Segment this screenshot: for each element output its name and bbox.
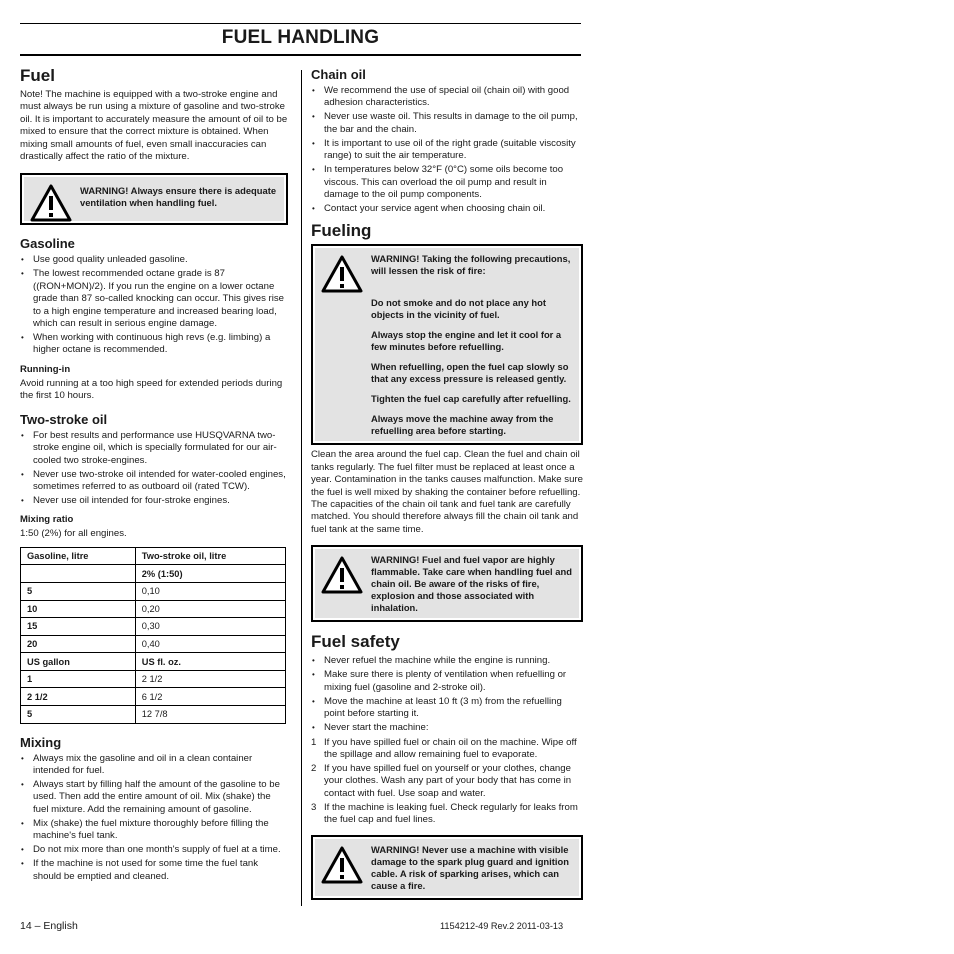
fuel-safety-heading: Fuel safety (311, 632, 400, 652)
table-header-cell: 2% (1:50) (135, 565, 285, 583)
mixing-ratio-text: 1:50 (2%) for all engines. (20, 528, 127, 540)
table-header-cell: US fl. oz. (135, 653, 285, 671)
fuel-safety-numbered-list (311, 737, 583, 827)
table-row (21, 635, 286, 653)
left-column (20, 66, 288, 889)
list-item (311, 763, 583, 800)
table-cell: 0,40 (135, 635, 285, 653)
mixing-table (20, 547, 286, 724)
list-item: • Mix (shake) the fuel mixture thoroughly before filling the machine's fuel tank. (20, 818, 288, 843)
right-column (311, 66, 583, 910)
table-cell: 10 (21, 600, 136, 618)
list-item: • Contact your service agent when choosing chain oil. (311, 203, 583, 215)
page-title: FUEL HANDLING (221, 27, 380, 48)
list-item: • Do not mix more than one month's supply of fuel at a time. (20, 844, 288, 856)
list-number: 1 (311, 736, 317, 748)
table-cell: 12 7/8 (135, 706, 285, 724)
table-row (21, 706, 286, 724)
list-item: • If the machine is not used for some time the fuel tank should be emptied and cleaned. (20, 858, 288, 883)
fuel-safety-list (311, 655, 583, 734)
table-cell: 5 (21, 582, 136, 600)
mixing-heading: Mixing (20, 734, 62, 750)
fueling-warning-intro: WARNING! Taking the following precautions, will lessen the risk of fire: (371, 253, 571, 277)
running-in-text: Avoid running at a too high speed for extended periods during the first 10 hours. (20, 377, 283, 402)
list-number: 3 (311, 801, 317, 813)
fuel-note: Note! The machine is equipped with a two-stroke engine and must always be run using a mixture of gasoline and two-stroke oil. It is important to accurately measure the amount of oil to be mixed to ensure that the correct mixture is obtained. When mixing small amounts of fuel, even small inaccuracies can drastically affect the ratio of the mixture. (20, 89, 288, 163)
list-item: • Never refuel the machine while the engine is running. (311, 655, 583, 667)
flammable-warning-text: WARNING! Fuel and fuel vapor are highly flammable. Take care when handling fuel and chain oil. Be aware of the risks of fire, explosion and those associated with inhalation. (371, 554, 572, 614)
list-text: If you have spilled fuel or chain oil on the machine. Wipe off the spillage and allow remaining fuel to evaporate. (324, 736, 577, 760)
table-cell: 0,10 (135, 582, 285, 600)
list-item: • Move the machine at least 10 ft (3 m) from the refuelling point before starting it. (311, 696, 583, 721)
list-item: • Never use oil intended for four-stroke engines. (20, 495, 288, 507)
list-item (311, 737, 583, 762)
page-header (20, 23, 581, 56)
two-stroke-oil-heading: Two-stroke oil (20, 411, 108, 427)
fuel-heading: Fuel (20, 66, 55, 85)
table-row (21, 600, 286, 618)
warning-triangle-icon (321, 556, 363, 594)
list-item: • Never use waste oil. This results in damage to the oil pump, the bar and the chain. (311, 111, 583, 136)
fueling-text: Clean the area around the fuel cap. Clean the fuel and chain oil tanks regularly. The fuel filter must be replaced at least once a year. Contamination in the tanks causes malfunction. Make sure the fuel is well mixed by shaking the container before refuelling. The capacities of the chain oil tank and fuel tank are carefully matched. You should therefore always fill the chain oil tank and fuel tank at the same time. (311, 449, 583, 535)
list-item: • Make sure there is plenty of ventilation when refuelling or mixing fuel (gasoline and 2-stroke oil). (311, 669, 583, 694)
table-row (21, 618, 286, 636)
list-number: 2 (311, 762, 317, 774)
fueling-heading: Fueling (311, 221, 372, 241)
table-cell (21, 565, 136, 583)
list-item (311, 802, 583, 827)
table-header-cell: Two-stroke oil, litre (135, 547, 285, 565)
gasoline-heading: Gasoline (20, 236, 75, 252)
table-cell: 6 1/2 (135, 688, 285, 706)
fueling-warning-item: Always stop the engine and let it cool for a few minutes before refuelling. (371, 329, 562, 353)
table-cell: 5 (21, 706, 136, 724)
chain-oil-heading: Chain oil (311, 67, 366, 82)
two-stroke-oil-list (20, 430, 288, 508)
table-cell: 20 (21, 635, 136, 653)
running-in-heading: Running-in (20, 363, 71, 375)
list-item: • We recommend the use of special oil (chain oil) with good adhesion characteristics. (311, 85, 583, 110)
warning-triangle-icon (321, 846, 363, 884)
gasoline-list (20, 254, 288, 356)
ventilation-warning-text: WARNING! Always ensure there is adequate ventilation when handling fuel. (80, 185, 277, 209)
table-cell: 0,20 (135, 600, 285, 618)
list-item: • The lowest recommended octane grade is 87 ((RON+MON)/2). If you run the engine on a lower octane grade than 87 so-called knocking can occur. This gives rise to a high engine temperature and increased bearing load, which can result in serious engine damage. (20, 268, 288, 330)
table-row (21, 582, 286, 600)
table-row (21, 670, 286, 688)
table-row (21, 565, 286, 583)
fueling-warning-item: Do not smoke and do not place any hot objects in the vicinity of fuel. (371, 297, 547, 321)
list-item: • Never start the machine: (311, 722, 583, 734)
fueling-warning-item: When refuelling, open the fuel cap slowly so that any excess pressure is released gently. (371, 361, 569, 385)
warning-triangle-icon (30, 184, 72, 222)
list-item: • When working with continuous high revs (e.g. limbing) a higher octane is recommended. (20, 332, 288, 357)
list-item: • It is important to use oil of the right grade (suitable viscosity range) to suit the air temperature. (311, 138, 583, 163)
table-header-cell: US gallon (21, 653, 136, 671)
table-cell: 0,30 (135, 618, 285, 636)
chain-oil-list (311, 85, 583, 215)
mixing-list (20, 753, 288, 883)
list-text: If you have spilled fuel on yourself or your clothes, change your clothes. Wash any part of your body that has come in contact with fuel. Use soap and water. (324, 762, 572, 799)
list-item: • Always mix the gasoline and oil in a clean container intended for fuel. (20, 753, 288, 778)
mixing-ratio-heading: Mixing ratio (20, 514, 74, 526)
page-number: 14 – English (20, 920, 78, 932)
warning-triangle-icon (321, 255, 363, 293)
spark-plug-warning-box (311, 835, 583, 900)
list-item: • Use good quality unleaded gasoline. (20, 254, 288, 266)
fueling-warning-box (311, 244, 583, 445)
flammable-warning-box (311, 545, 583, 622)
list-item: • Never use two-stroke oil intended for water-cooled engines, sometimes referred to as outboard oil (rated TCW). (20, 469, 288, 494)
table-row (21, 653, 286, 671)
fueling-warning-item: Always move the machine away from the refuelling area before starting. (371, 413, 554, 437)
table-row (21, 547, 286, 565)
table-header-cell: Gasoline, litre (21, 547, 136, 565)
ventilation-warning-box (20, 173, 288, 225)
list-item: • For best results and performance use HUSQVARNA two-stroke engine oil, which is specially formulated for our air-cooled two stroke-engines. (20, 430, 288, 467)
table-cell: 2 1/2 (135, 670, 285, 688)
list-item: • Always start by filling half the amount of the gasoline to be used. Then add the entire amount of oil. Mix (shake) the fuel mixture. Add the remaining amount of gasoline. (20, 779, 288, 816)
column-divider (301, 70, 302, 906)
fueling-warning-item: Tighten the fuel cap carefully after refuelling. (371, 393, 571, 405)
table-cell: 2 1/2 (21, 688, 136, 706)
document-reference: 1154212-49 Rev.2 2011-03-13 (440, 921, 564, 931)
spark-plug-warning-text: WARNING! Never use a machine with visible damage to the spark plug guard and ignition cable. A risk of sparking arises, which can cause a fire. (371, 843, 569, 891)
table-row (21, 688, 286, 706)
list-text: If the machine is leaking fuel. Check regularly for leaks from the fuel cap and fuel lines. (324, 801, 578, 826)
table-cell: 1 (21, 670, 136, 688)
table-cell: 15 (21, 618, 136, 636)
list-item: • In temperatures below 32°F (0°C) some oils become too viscous. This can overload the oil pump and result in damage to the oil pump components. (311, 164, 583, 201)
